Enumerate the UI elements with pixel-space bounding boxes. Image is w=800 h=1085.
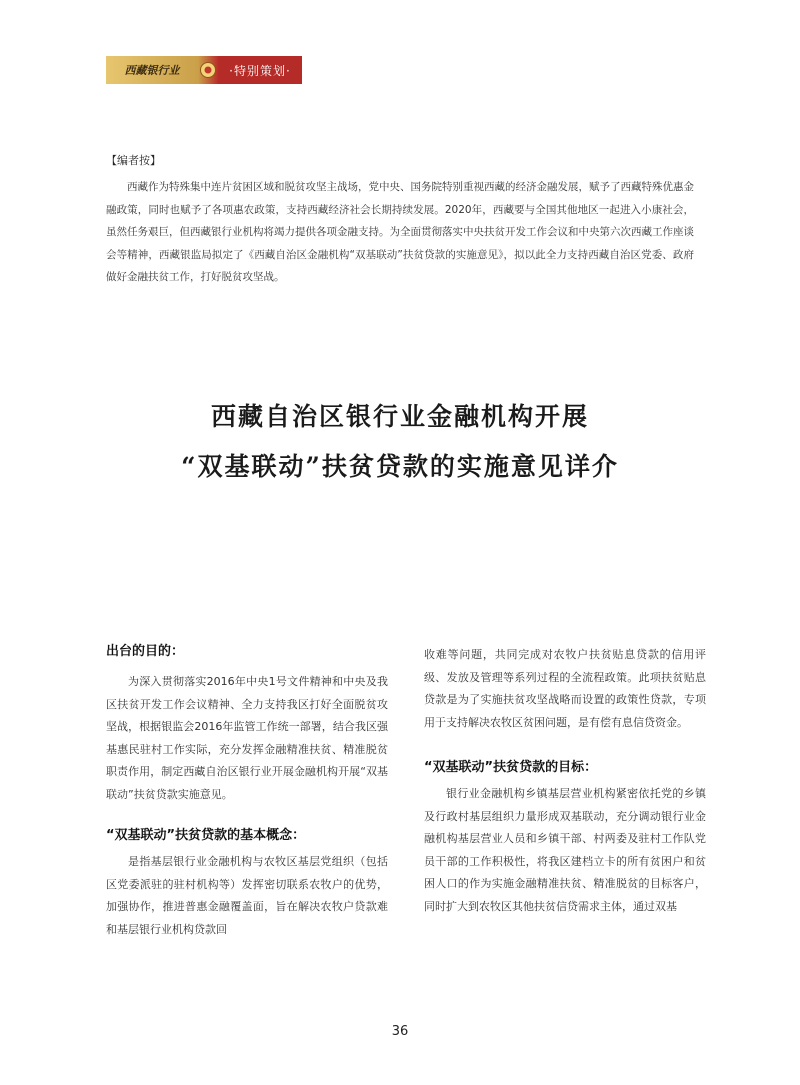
title-line-1: 西藏自治区银行业金融机构开展	[210, 402, 589, 431]
article-title	[60, 392, 740, 492]
purpose-body: 为深入贯彻落实2016年中央1号文件精神和中央及我区扶贫开发工作会议精神、全力支持我区打好全面脱贫攻坚战，根据银监会2016年监管工作统一部署，结合我区强基惠民驻村工作实际，充分发挥金融精准扶贫、精准脱贫职责作用，制定西藏自治区银行业开展金融机构开展“双基联动”扶贫贷款实施意见。	[106, 675, 388, 801]
right-column	[424, 644, 706, 918]
title-line-2: “双基联动”扶贫贷款的实施意见详介	[181, 452, 619, 481]
concept-heading: “双基联动”扶贫贷款的基本概念：	[106, 828, 306, 843]
editor-note-body: 西藏作为特殊集中连片贫困区域和脱贫攻坚主战场，党中央、国务院特别重视西藏的经济金融发展，赋予了西藏特殊优惠金融政策，同时也赋予了各项惠农政策，支持西藏经济社会长期持续发展。2020年，西藏要与全国其他地区一起进入小康社会，虽然任务艰巨，但西藏银行业机构将竭力提供各项金融支持。为全面贯彻落实中央扶贫开发工作会议和中央第六次西藏工作座谈会等精神，西藏银监局拟定了《西藏自治区金融机构“双基联动”扶贫贷款的实施意见》，拟以此全力支持西藏自治区党委、政府做好金融扶贫工作，打好脱贫攻坚战。	[106, 181, 694, 283]
purpose-heading: 出台的目的：	[106, 644, 185, 659]
concept-body: 是指基层银行业金融机构与农牧区基层党组织（包括区党委派驻的驻村机构等）发挥密切联系农牧户的优势，加强协作，推进普惠金融覆盖面，旨在解决农牧户贷款难和基层银行业机构贷款回	[106, 855, 388, 936]
goal-heading: “双基联动”扶贫贷款的目标：	[424, 760, 598, 775]
section-tag: ·特别策划·	[218, 56, 302, 84]
brand-text: 西藏银行业	[124, 64, 180, 77]
brand-logo	[106, 56, 198, 84]
concept-body-continued: 收难等问题，共同完成对农牧户扶贫贴息贷款的信用评级、发放及管理等系列过程的全流程政策。此项扶贫贴息贷款是为了实施扶贫攻坚战略而设置的政策性贷款，专项用于支持解决农牧区贫困问题，是有偿有息信贷资金。	[424, 648, 706, 729]
goal-body: 银行业金融机构乡镇基层营业机构紧密依托党的乡镇及行政村基层组织力量形成双基联动，充分调动银行业金融机构基层营业人员和乡镇干部、村两委及驻村工作队党员干部的工作积极性，将我区建档立卡的所有贫困户和贫困人口的作为实施金融精准扶贫、精准脱贫的目标客户，同时扩大到农牧区其他扶贫信贷需求主体，通过双基	[424, 787, 706, 913]
left-column	[106, 640, 388, 941]
editor-note-label: 【编者按】	[106, 154, 161, 167]
emblem-icon	[198, 56, 218, 84]
section-header-banner	[106, 56, 302, 84]
page-number: 36	[391, 1024, 409, 1039]
editor-note	[106, 152, 694, 289]
